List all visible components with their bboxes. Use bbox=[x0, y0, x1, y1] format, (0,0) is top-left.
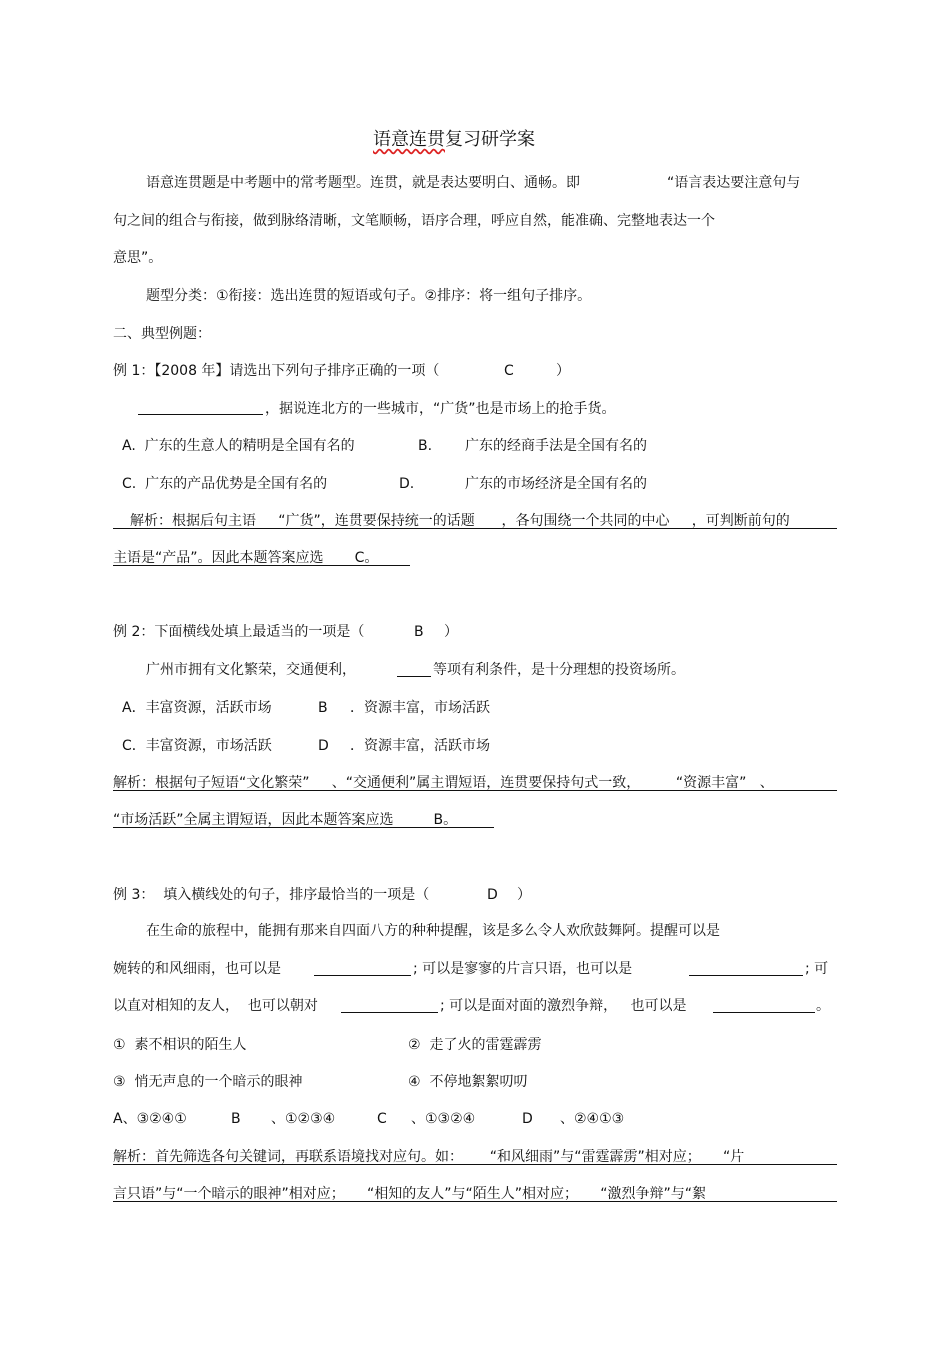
ex2-analysis-line2: “市场活跃”全属主谓短语，因此本题答案应选 B。 bbox=[113, 812, 458, 828]
ex3-item-2: ② 走了火的雷霆霹雳 bbox=[408, 1037, 542, 1053]
ex3-answer: D bbox=[487, 887, 498, 903]
ex3-para2-b: ; 可以是寥寥的片言只语，也可以是 bbox=[413, 961, 633, 977]
ex2-option-d-label: D bbox=[318, 738, 329, 754]
ex1-option-d-label: D. bbox=[399, 476, 415, 492]
section-heading: 二、典型例题： bbox=[113, 326, 211, 342]
ex3-item-4: ④ 不停地絮絮叨叨 bbox=[408, 1074, 528, 1090]
ex1-option-c: C. 广东的产品优势是全国有名的 bbox=[122, 476, 328, 492]
ex2-sentence-b: 等项有利条件，是十分理想的投资场所。 bbox=[433, 662, 685, 678]
intro-line1a: 语意连贯题是中考题中的常考题型。连贯，就是表达要明白、通畅。即 bbox=[146, 175, 580, 191]
ex2-question: 例 2：下面横线处填上最适当的一项是（ bbox=[113, 624, 365, 640]
ex1-analysis-underline1 bbox=[113, 528, 837, 529]
ex2-analysis-underline2 bbox=[113, 827, 494, 828]
ex1-answer: C bbox=[504, 363, 514, 379]
ex1-option-b-label: B. bbox=[418, 438, 433, 454]
ex3-para1: 在生命的旅程中，能拥有那来自四面八方的种种提醒，该是多么令人欢欣鼓舞阿。提醒可以是 bbox=[146, 923, 720, 939]
ex3-blank-1 bbox=[314, 975, 411, 976]
intro-line2: 句之间的组合与衔接，做到脉络清晰，文笔顺畅，语序合理，呼应自然，能准确、完整地表达一个 bbox=[113, 213, 715, 229]
ex2-analysis-line1: 解析：根据句子短语“文化繁荣” 、“交通便利”属主谓短语，连贯要保持句式一致， “资源丰富” 、 bbox=[113, 775, 774, 791]
ex3-item-1: ① 素不相识的陌生人 bbox=[113, 1037, 247, 1053]
ex3-close: ） bbox=[517, 887, 531, 903]
ex2-answer: B bbox=[414, 624, 424, 640]
ex3-blank-4 bbox=[713, 1012, 815, 1013]
ex3-option-d-label: D bbox=[522, 1111, 533, 1127]
ex2-sentence-a: 广州市拥有文化繁荣，交通便利， bbox=[146, 662, 356, 678]
intro-line1b: “语言表达要注意句与 bbox=[667, 175, 801, 191]
ex3-analysis-underline2 bbox=[113, 1201, 837, 1202]
ex1-sentence: ，据说连北方的一些城市，“广货”也是市场上的抢手货。 bbox=[265, 401, 616, 417]
ex1-question: 例 1：【2008 年】请选出下列句子排序正确的一项（ bbox=[113, 363, 440, 379]
ex3-option-a: A、③②④① bbox=[113, 1111, 187, 1127]
ex3-item-3: ③ 悄无声息的一个暗示的眼神 bbox=[113, 1074, 303, 1090]
ex1-blank bbox=[138, 414, 263, 415]
ex3-analysis-line1: 解析：首先筛选各句关键词，再联系语境找对应句。如： “和风细雨”与“雷霆霹雳”相对应； “片 bbox=[113, 1149, 745, 1165]
ex3-analysis-underline1 bbox=[113, 1164, 837, 1165]
ex3-option-c-label: C bbox=[377, 1111, 387, 1127]
page-title bbox=[373, 128, 535, 152]
ex2-option-a: A．丰富资源，活跃市场 bbox=[122, 700, 272, 716]
ex3-blank-2 bbox=[689, 975, 803, 976]
ex3-para2-c: ; 可 bbox=[805, 961, 829, 977]
question-types: 题型分类：①衔接：选出连贯的短语或句子。②排序：将一组句子排序。 bbox=[146, 288, 592, 304]
ex2-blank bbox=[397, 676, 431, 677]
ex3-option-b-label: B bbox=[231, 1111, 241, 1127]
ex2-analysis-underline1 bbox=[113, 790, 837, 791]
ex1-option-d: 广东的市场经济是全国有名的 bbox=[465, 476, 647, 492]
ex2-option-c: C．丰富资源，市场活跃 bbox=[122, 738, 272, 754]
ex3-para2-a: 婉转的和风细雨，也可以是 bbox=[113, 961, 281, 977]
ex3-analysis-line2: 言只语”与“一个暗示的眼神”相对应； “相知的友人”与“陌生人”相对应； “激烈争辩”与“絮 bbox=[113, 1186, 707, 1202]
ex3-para3-c: 。 bbox=[816, 998, 830, 1014]
ex1-analysis-line2: 主语是“产品”。因此本题答案应选 C。 bbox=[113, 550, 379, 566]
ex1-close: ） bbox=[556, 363, 570, 379]
ex1-analysis-underline2 bbox=[113, 565, 410, 566]
ex3-para3-b: ; 可以是面对面的激烈争辩， 也可以是 bbox=[440, 998, 687, 1014]
title-rest: 复习研学案 bbox=[445, 129, 535, 150]
ex3-question: 例 3： 填入横线处的句子，排序最恰当的一项是（ bbox=[113, 887, 430, 903]
ex1-analysis-line1: 解析：根据后句主语 “广货”，连贯要保持统一的话题 ，各句围绕一个共同的中心 ，可判断前句的 bbox=[130, 513, 790, 529]
ex2-option-b: ．资源丰富，市场活跃 bbox=[350, 700, 490, 716]
intro-line3: 意思”。 bbox=[113, 250, 163, 266]
ex3-option-c: 、①③②④ bbox=[411, 1111, 476, 1127]
ex3-option-d: 、②④①③ bbox=[560, 1111, 625, 1127]
ex1-option-a: A. 广东的生意人的精明是全国有名的 bbox=[122, 438, 355, 454]
ex2-option-b-label: B bbox=[318, 700, 328, 716]
title-underlined-part: 语意连贯 bbox=[373, 129, 445, 150]
ex3-para3-a: 以直对相知的友人， 也可以朝对 bbox=[113, 998, 318, 1014]
ex1-option-b: 广东的经商手法是全国有名的 bbox=[465, 438, 647, 454]
ex3-blank-3 bbox=[341, 1012, 438, 1013]
ex2-close: ） bbox=[444, 624, 458, 640]
ex3-option-b: 、①②③④ bbox=[271, 1111, 336, 1127]
ex2-option-d: ．资源丰富，活跃市场 bbox=[350, 738, 490, 754]
